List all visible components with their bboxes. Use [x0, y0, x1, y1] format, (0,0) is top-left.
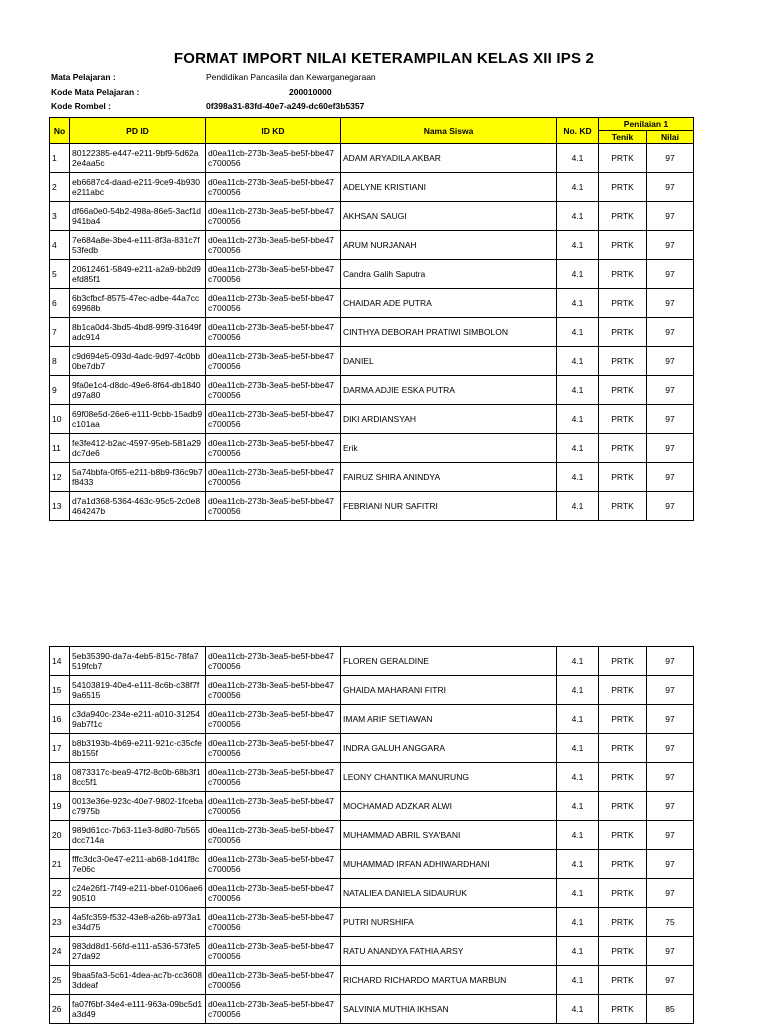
meta-value-kode-mapel: 200010000	[289, 87, 332, 97]
table-row	[50, 908, 694, 937]
cell-nama-siswa: ADELYNE KRISTIANI	[341, 173, 557, 202]
cell-no-kd: 4.1	[557, 676, 599, 705]
cell-no-kd: 4.1	[557, 792, 599, 821]
cell-teknik: PRTK	[599, 734, 647, 763]
cell-no-kd: 4.1	[557, 879, 599, 908]
cell-no: 18	[50, 763, 70, 792]
cell-no: 11	[50, 434, 70, 463]
cell-no: 17	[50, 734, 70, 763]
table-row	[50, 173, 694, 202]
cell-nilai: 97	[647, 937, 694, 966]
cell-id-kd: d0ea11cb-273b-3ea5-be5f-bbe47c700056	[206, 289, 341, 318]
cell-no: 10	[50, 405, 70, 434]
cell-no: 24	[50, 937, 70, 966]
cell-nama-siswa: INDRA GALUH ANGGARA	[341, 734, 557, 763]
cell-no-kd: 4.1	[557, 763, 599, 792]
cell-no-kd: 4.1	[557, 908, 599, 937]
cell-no: 16	[50, 705, 70, 734]
cell-no-kd: 4.1	[557, 231, 599, 260]
cell-teknik: PRTK	[599, 173, 647, 202]
cell-pd-id: 54103819-40e4-e111-8c6b-c38f7f9a6515	[70, 676, 206, 705]
cell-pd-id: 20612461-5849-e211-a2a9-bb2d9efd85f1	[70, 260, 206, 289]
cell-nilai: 97	[647, 966, 694, 995]
cell-nilai: 97	[647, 850, 694, 879]
table-row	[50, 763, 694, 792]
cell-pd-id: fa07f6bf-34e4-e111-963a-09bc5d1a3d49	[70, 995, 206, 1024]
cell-no: 1	[50, 144, 70, 173]
table-row	[50, 347, 694, 376]
cell-pd-id: eb6687c4-daad-e211-9ce9-4b930e211abc	[70, 173, 206, 202]
cell-teknik: PRTK	[599, 676, 647, 705]
table-row	[50, 318, 694, 347]
cell-pd-id: 6b3cfbcf-8575-47ec-adbe-44a7cc69968b	[70, 289, 206, 318]
cell-teknik: PRTK	[599, 231, 647, 260]
cell-no-kd: 4.1	[557, 202, 599, 231]
cell-nilai: 97	[647, 260, 694, 289]
table-row	[50, 202, 694, 231]
cell-id-kd: d0ea11cb-273b-3ea5-be5f-bbe47c700056	[206, 492, 341, 521]
cell-teknik: PRTK	[599, 908, 647, 937]
cell-nilai: 97	[647, 734, 694, 763]
cell-no-kd: 4.1	[557, 289, 599, 318]
cell-id-kd: d0ea11cb-273b-3ea5-be5f-bbe47c700056	[206, 463, 341, 492]
cell-pd-id: 80122385-e447-e211-9bf9-5d62a2e4aa5c	[70, 144, 206, 173]
cell-no-kd: 4.1	[557, 995, 599, 1024]
cell-no-kd: 4.1	[557, 734, 599, 763]
nilai-table-page-1	[49, 117, 694, 521]
cell-pd-id: 4a5fc359-f532-43e8-a26b-a973a1e34d75	[70, 908, 206, 937]
cell-pd-id: 9fa0e1c4-d8dc-49e6-8f64-db1840d97a80	[70, 376, 206, 405]
cell-nama-siswa: LEONY CHANTIKA MANURUNG	[341, 763, 557, 792]
cell-id-kd: d0ea11cb-273b-3ea5-be5f-bbe47c700056	[206, 763, 341, 792]
cell-nama-siswa: NATALIEA DANIELA SIDAURUK	[341, 879, 557, 908]
cell-no-kd: 4.1	[557, 405, 599, 434]
cell-no: 12	[50, 463, 70, 492]
meta-value-mapel: Pendidikan Pancasila dan Kewarganegaraan	[206, 72, 376, 82]
cell-no: 25	[50, 966, 70, 995]
cell-nama-siswa: GHAIDA MAHARANI FITRI	[341, 676, 557, 705]
cell-pd-id: b8b3193b-4b69-e211-921c-c35cfe8b155f	[70, 734, 206, 763]
cell-no: 4	[50, 231, 70, 260]
cell-nilai: 97	[647, 347, 694, 376]
table-row	[50, 405, 694, 434]
cell-pd-id: 7e684a8e-3be4-e111-8f3a-831c7f53fedb	[70, 231, 206, 260]
meta-value-kode-rombel: 0f398a31-83fd-40e7-a249-dc60ef3b5357	[206, 101, 365, 111]
cell-no: 26	[50, 995, 70, 1024]
cell-no: 13	[50, 492, 70, 521]
meta-label-kode-mapel: Kode Mata Pelajaran :	[51, 87, 140, 97]
cell-id-kd: d0ea11cb-273b-3ea5-be5f-bbe47c700056	[206, 231, 341, 260]
cell-no: 23	[50, 908, 70, 937]
table-row	[50, 289, 694, 318]
cell-teknik: PRTK	[599, 850, 647, 879]
cell-no-kd: 4.1	[557, 850, 599, 879]
cell-teknik: PRTK	[599, 202, 647, 231]
cell-no-kd: 4.1	[557, 144, 599, 173]
cell-nama-siswa: CINTHYA DEBORAH PRATIWI SIMBOLON	[341, 318, 557, 347]
cell-pd-id: 989d61cc-7b63-11e3-8d80-7b565dcc714a	[70, 821, 206, 850]
cell-teknik: PRTK	[599, 995, 647, 1024]
cell-id-kd: d0ea11cb-273b-3ea5-be5f-bbe47c700056	[206, 376, 341, 405]
table-row	[50, 376, 694, 405]
cell-id-kd: d0ea11cb-273b-3ea5-be5f-bbe47c700056	[206, 318, 341, 347]
cell-teknik: PRTK	[599, 966, 647, 995]
cell-no: 5	[50, 260, 70, 289]
cell-teknik: PRTK	[599, 434, 647, 463]
cell-teknik: PRTK	[599, 705, 647, 734]
cell-no-kd: 4.1	[557, 376, 599, 405]
cell-teknik: PRTK	[599, 792, 647, 821]
cell-nilai: 97	[647, 434, 694, 463]
table-row	[50, 937, 694, 966]
header-nama-siswa: Nama Siswa	[341, 118, 557, 144]
cell-no-kd: 4.1	[557, 647, 599, 676]
table-row	[50, 821, 694, 850]
cell-pd-id: c9d694e5-093d-4adc-9d97-4c0bb0be7db7	[70, 347, 206, 376]
cell-teknik: PRTK	[599, 260, 647, 289]
table-row	[50, 231, 694, 260]
cell-no: 15	[50, 676, 70, 705]
table-row	[50, 966, 694, 995]
cell-no: 3	[50, 202, 70, 231]
cell-nama-siswa: PUTRI NURSHIFA	[341, 908, 557, 937]
cell-nama-siswa: MUHAMMAD IRFAN ADHIWARDHANI	[341, 850, 557, 879]
cell-pd-id: fffc3dc3-0e47-e211-ab68-1d41f8c7e06c	[70, 850, 206, 879]
cell-no-kd: 4.1	[557, 966, 599, 995]
cell-nilai: 97	[647, 463, 694, 492]
cell-nama-siswa: ADAM ARYADILA AKBAR	[341, 144, 557, 173]
cell-nama-siswa: Candra Galih Saputra	[341, 260, 557, 289]
cell-id-kd: d0ea11cb-273b-3ea5-be5f-bbe47c700056	[206, 937, 341, 966]
cell-nama-siswa: MOCHAMAD ADZKAR ALWI	[341, 792, 557, 821]
table-row	[50, 463, 694, 492]
cell-nama-siswa: AKHSAN SAUGI	[341, 202, 557, 231]
table-row	[50, 879, 694, 908]
cell-nama-siswa: Erik	[341, 434, 557, 463]
cell-no-kd: 4.1	[557, 937, 599, 966]
cell-nama-siswa: MUHAMMAD ABRIL SYA'BANI	[341, 821, 557, 850]
cell-pd-id: 5eb35390-da7a-4eb5-815c-78fa7519fcb7	[70, 647, 206, 676]
cell-teknik: PRTK	[599, 879, 647, 908]
cell-no-kd: 4.1	[557, 705, 599, 734]
cell-nilai: 97	[647, 405, 694, 434]
cell-id-kd: d0ea11cb-273b-3ea5-be5f-bbe47c700056	[206, 995, 341, 1024]
cell-nilai: 97	[647, 202, 694, 231]
header-penilaian: Penilaian 1	[599, 118, 694, 131]
cell-nilai: 97	[647, 763, 694, 792]
cell-no-kd: 4.1	[557, 492, 599, 521]
cell-pd-id: d7a1d368-5364-463c-95c5-2c0e8464247b	[70, 492, 206, 521]
cell-id-kd: d0ea11cb-273b-3ea5-be5f-bbe47c700056	[206, 434, 341, 463]
cell-nilai: 97	[647, 676, 694, 705]
cell-pd-id: 0873317c-bea9-47f2-8c0b-68b3f18cc5f1	[70, 763, 206, 792]
cell-id-kd: d0ea11cb-273b-3ea5-be5f-bbe47c700056	[206, 821, 341, 850]
cell-nama-siswa: ARUM NURJANAH	[341, 231, 557, 260]
cell-nilai: 97	[647, 231, 694, 260]
cell-nilai: 97	[647, 318, 694, 347]
cell-nama-siswa: RATU ANANDYA FATHIA ARSY	[341, 937, 557, 966]
cell-nilai: 97	[647, 647, 694, 676]
table-row	[50, 850, 694, 879]
cell-nama-siswa: FLOREN GERALDINE	[341, 647, 557, 676]
cell-teknik: PRTK	[599, 821, 647, 850]
table-row	[50, 792, 694, 821]
cell-no-kd: 4.1	[557, 434, 599, 463]
cell-pd-id: 9baa5fa3-5c61-4dea-ac7b-cc36083ddeaf	[70, 966, 206, 995]
cell-no: 22	[50, 879, 70, 908]
cell-teknik: PRTK	[599, 318, 647, 347]
cell-pd-id: 5a74bbfa-0f65-e211-b8b9-f36c9b7f8433	[70, 463, 206, 492]
table-row	[50, 434, 694, 463]
cell-nama-siswa: FAIRUZ SHIRA ANINDYA	[341, 463, 557, 492]
table-row	[50, 260, 694, 289]
table-row	[50, 144, 694, 173]
cell-no-kd: 4.1	[557, 821, 599, 850]
cell-no-kd: 4.1	[557, 260, 599, 289]
cell-nama-siswa: DANIEL	[341, 347, 557, 376]
cell-nilai: 97	[647, 289, 694, 318]
cell-pd-id: df66a0e0-54b2-498a-86e5-3acf1d941ba4	[70, 202, 206, 231]
cell-id-kd: d0ea11cb-273b-3ea5-be5f-bbe47c700056	[206, 879, 341, 908]
cell-nilai: 97	[647, 792, 694, 821]
cell-pd-id: c24e26f1-7f49-e211-bbef-0106ae690510	[70, 879, 206, 908]
cell-nilai: 97	[647, 879, 694, 908]
cell-no: 7	[50, 318, 70, 347]
cell-no: 9	[50, 376, 70, 405]
cell-teknik: PRTK	[599, 647, 647, 676]
cell-pd-id: c3da940c-234e-e211-a010-312549ab7f1c	[70, 705, 206, 734]
cell-id-kd: d0ea11cb-273b-3ea5-be5f-bbe47c700056	[206, 676, 341, 705]
cell-id-kd: d0ea11cb-273b-3ea5-be5f-bbe47c700056	[206, 705, 341, 734]
table-row	[50, 705, 694, 734]
cell-nilai: 75	[647, 908, 694, 937]
header-id-kd: ID KD	[206, 118, 341, 144]
cell-no-kd: 4.1	[557, 463, 599, 492]
cell-no-kd: 4.1	[557, 173, 599, 202]
cell-no: 14	[50, 647, 70, 676]
meta-label-kode-rombel: Kode Rombel :	[51, 101, 111, 111]
cell-no: 21	[50, 850, 70, 879]
cell-id-kd: d0ea11cb-273b-3ea5-be5f-bbe47c700056	[206, 908, 341, 937]
cell-teknik: PRTK	[599, 405, 647, 434]
cell-teknik: PRTK	[599, 937, 647, 966]
cell-no: 8	[50, 347, 70, 376]
cell-nama-siswa: IMAM ARIF SETIAWAN	[341, 705, 557, 734]
cell-no: 19	[50, 792, 70, 821]
cell-id-kd: d0ea11cb-273b-3ea5-be5f-bbe47c700056	[206, 405, 341, 434]
table-row	[50, 734, 694, 763]
cell-no: 20	[50, 821, 70, 850]
cell-id-kd: d0ea11cb-273b-3ea5-be5f-bbe47c700056	[206, 144, 341, 173]
cell-teknik: PRTK	[599, 492, 647, 521]
cell-id-kd: d0ea11cb-273b-3ea5-be5f-bbe47c700056	[206, 260, 341, 289]
cell-id-kd: d0ea11cb-273b-3ea5-be5f-bbe47c700056	[206, 173, 341, 202]
cell-nilai: 97	[647, 173, 694, 202]
cell-pd-id: 69f08e5d-26e6-e111-9cbb-15adb9c101aa	[70, 405, 206, 434]
cell-id-kd: d0ea11cb-273b-3ea5-be5f-bbe47c700056	[206, 202, 341, 231]
cell-teknik: PRTK	[599, 347, 647, 376]
cell-id-kd: d0ea11cb-273b-3ea5-be5f-bbe47c700056	[206, 347, 341, 376]
cell-nama-siswa: FEBRIANI NUR SAFITRI	[341, 492, 557, 521]
cell-nilai: 97	[647, 492, 694, 521]
cell-no-kd: 4.1	[557, 347, 599, 376]
cell-nama-siswa: CHAIDAR ADE PUTRA	[341, 289, 557, 318]
cell-nilai: 97	[647, 821, 694, 850]
cell-no-kd: 4.1	[557, 318, 599, 347]
cell-id-kd: d0ea11cb-273b-3ea5-be5f-bbe47c700056	[206, 647, 341, 676]
table-row	[50, 676, 694, 705]
cell-nama-siswa: DIKI ARDIANSYAH	[341, 405, 557, 434]
cell-teknik: PRTK	[599, 144, 647, 173]
header-pd-id: PD ID	[70, 118, 206, 144]
cell-id-kd: d0ea11cb-273b-3ea5-be5f-bbe47c700056	[206, 966, 341, 995]
cell-teknik: PRTK	[599, 376, 647, 405]
cell-id-kd: d0ea11cb-273b-3ea5-be5f-bbe47c700056	[206, 850, 341, 879]
cell-no: 2	[50, 173, 70, 202]
header-nilai: Nilai	[647, 131, 694, 144]
table-row	[50, 647, 694, 676]
cell-nilai: 97	[647, 376, 694, 405]
cell-pd-id: fe3fe412-b2ac-4597-95eb-581a29dc7de6	[70, 434, 206, 463]
cell-nilai: 97	[647, 705, 694, 734]
cell-nilai: 97	[647, 144, 694, 173]
meta-label-mapel: Mata Pelajaran :	[51, 72, 116, 82]
cell-nama-siswa: SALVINIA MUTHIA IKHSAN	[341, 995, 557, 1024]
cell-id-kd: d0ea11cb-273b-3ea5-be5f-bbe47c700056	[206, 734, 341, 763]
cell-teknik: PRTK	[599, 289, 647, 318]
cell-id-kd: d0ea11cb-273b-3ea5-be5f-bbe47c700056	[206, 792, 341, 821]
nilai-table-page-2	[49, 646, 694, 1024]
cell-nama-siswa: DARMA ADJIE ESKA PUTRA	[341, 376, 557, 405]
cell-pd-id: 0013e36e-923c-40e7-9802-1fcebac7975b	[70, 792, 206, 821]
cell-pd-id: 983dd8d1-56fd-e111-a536-573fe527da92	[70, 937, 206, 966]
cell-teknik: PRTK	[599, 463, 647, 492]
page-title: FORMAT IMPORT NILAI KETERAMPILAN KELAS XII IPS 2	[173, 50, 595, 67]
cell-pd-id: 8b1ca0d4-3bd5-4bd8-99f9-31649fadc914	[70, 318, 206, 347]
cell-nilai: 85	[647, 995, 694, 1024]
table-row	[50, 995, 694, 1024]
cell-no: 6	[50, 289, 70, 318]
header-no: No	[50, 118, 70, 144]
table-row	[50, 492, 694, 521]
header-teknik: Tenik	[599, 131, 647, 144]
cell-teknik: PRTK	[599, 763, 647, 792]
header-no-kd: No. KD	[557, 118, 599, 144]
cell-nama-siswa: RICHARD RICHARDO MARTUA MARBUN	[341, 966, 557, 995]
